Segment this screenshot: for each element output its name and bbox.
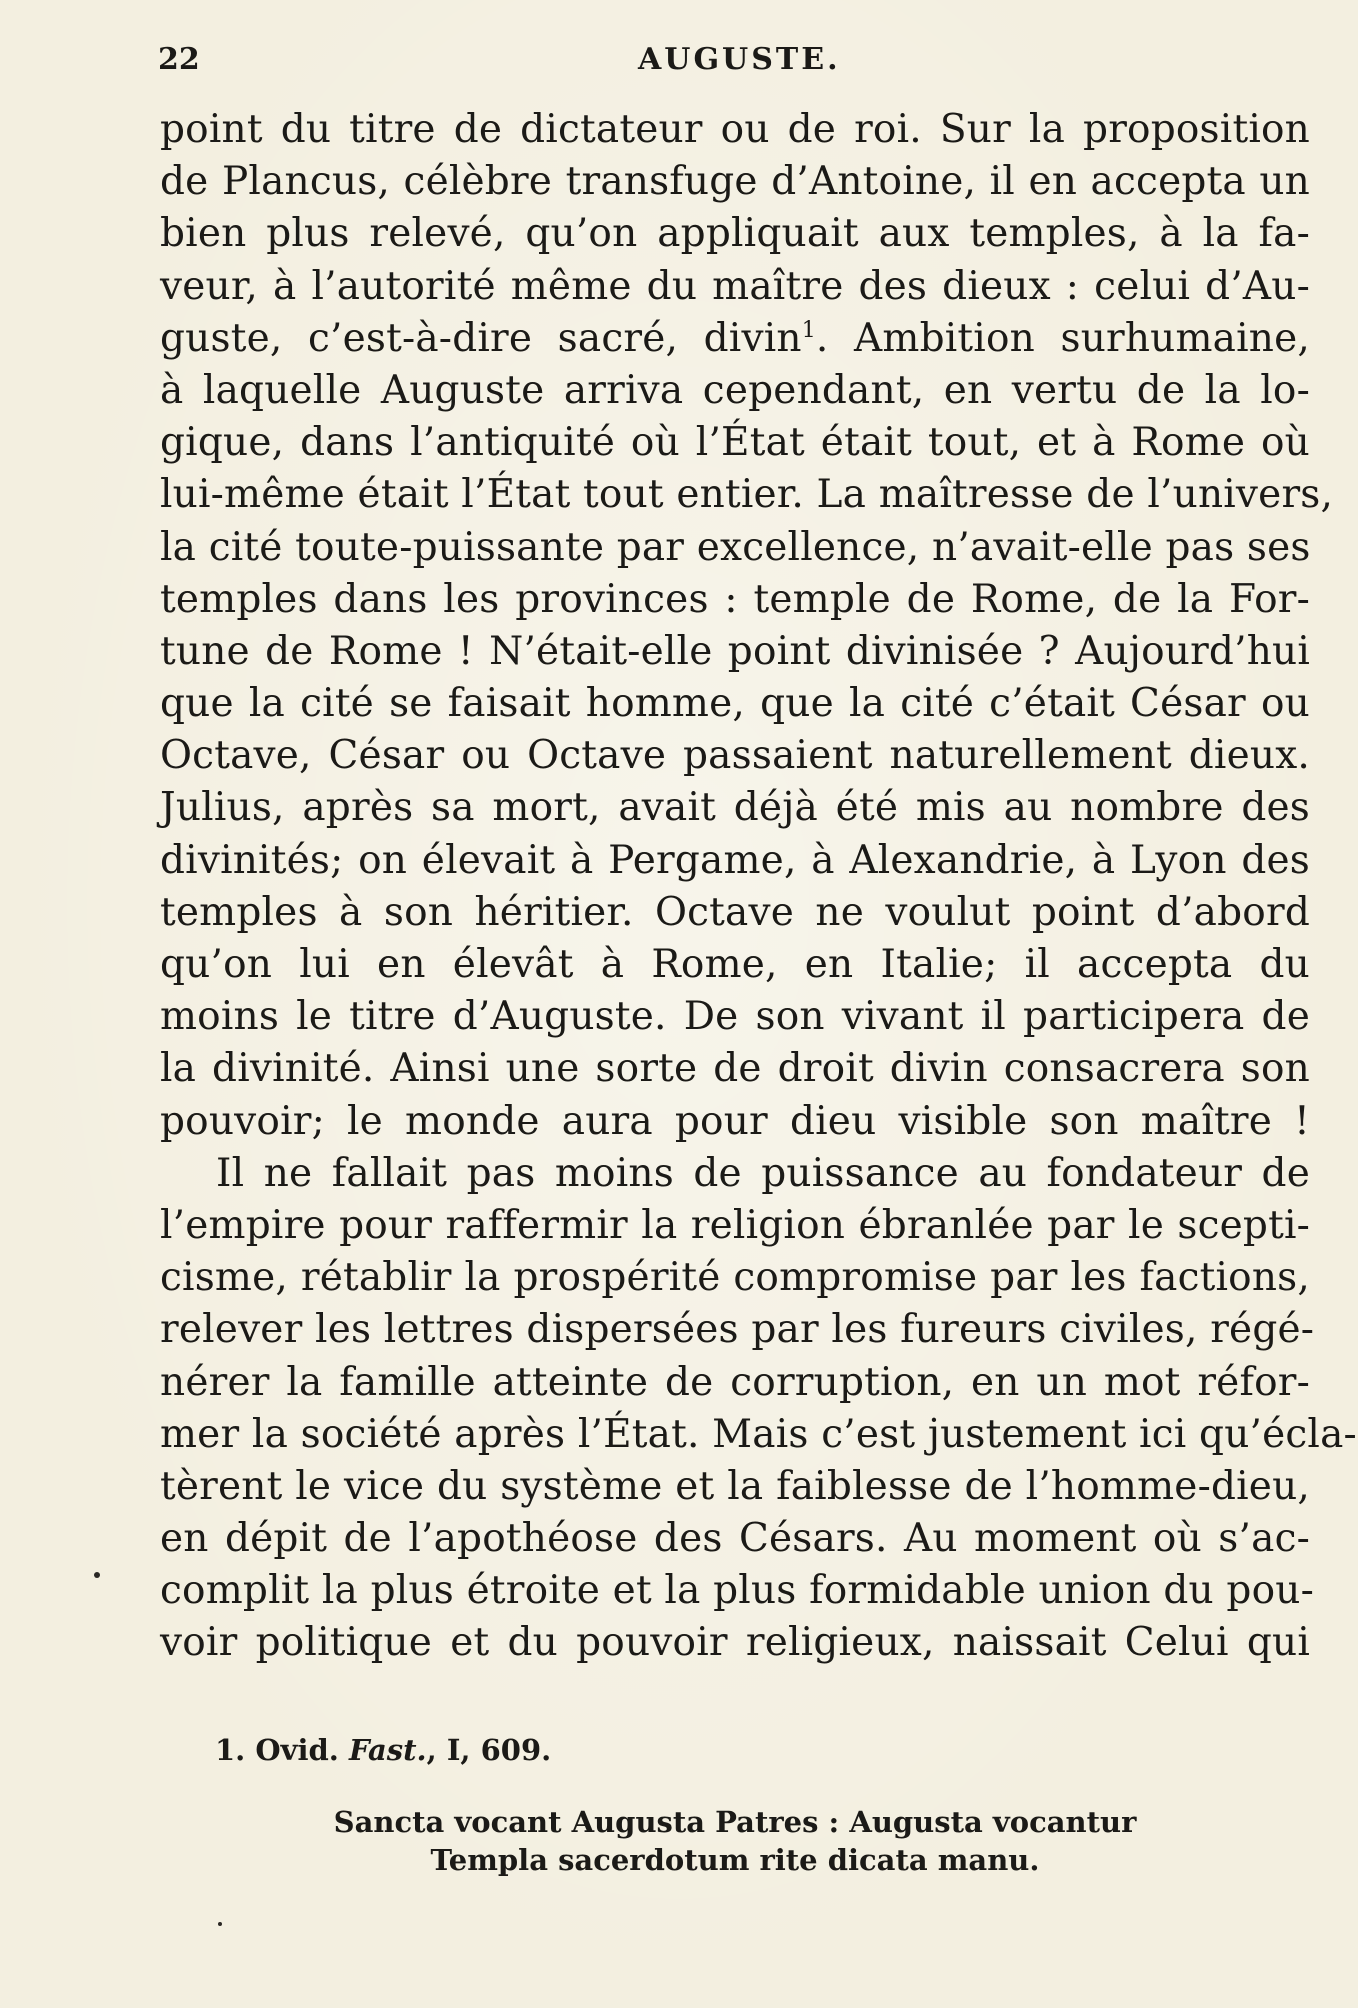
- text-line: à laquelle Auguste arriva cependant, en vertu de la lo-: [160, 367, 1310, 413]
- verse-line: Sancta vocant Augusta Patres : Augusta vocantur: [333, 1805, 1137, 1839]
- text-line: tèrent le vice du système et la faiblesse de l’homme-dieu,: [160, 1463, 1310, 1509]
- text-line: voir politique et du pouvoir religieux, naissait Celui qui: [160, 1620, 1310, 1666]
- text-line-with-footnote-ref: [160, 313, 1310, 365]
- text-line: tune de Rome ! N’était-elle point divinisée ? Aujourd’hui: [160, 628, 1310, 674]
- footnote: [215, 1733, 551, 1767]
- text-line: bien plus relevé, qu’on appliquait aux temples, à la fa-: [160, 211, 1310, 257]
- text-line: de Plancus, célèbre transfuge d’Antoine, il en accepta un: [160, 159, 1310, 205]
- text-line: veur, à l’autorité même du maître des dieux : celui d’Au-: [160, 263, 1310, 309]
- ink-speck: [94, 1572, 100, 1578]
- page-number: 22: [158, 42, 200, 77]
- footnote-verse: [160, 1803, 1310, 1879]
- text-line: relever les lettres dispersées par les fureurs civiles, régé-: [160, 1307, 1315, 1353]
- text-line: temples dans les provinces : temple de Rome, de la For-: [160, 576, 1310, 622]
- text-line: mer la société après l’État. Mais c’est justement ici qu’écla-: [160, 1411, 1357, 1457]
- text-line: complit la plus étroite et la plus formidable union du pou-: [160, 1568, 1314, 1614]
- text-line: moins le titre d’Auguste. De son vivant il participera de: [160, 994, 1310, 1040]
- text-line: divinités; on élevait à Pergame, à Alexandrie, à Lyon des: [160, 837, 1310, 883]
- footnote-reference-text: , I, 609.: [426, 1733, 552, 1767]
- text-line: gique, dans l’antiquité où l’État était tout, et à Rome où: [160, 420, 1310, 466]
- footnote-author: Ovid.: [255, 1733, 339, 1767]
- text-line: que la cité se faisait homme, que la cité c’était César ou: [160, 681, 1310, 727]
- footnote-number: 1.: [215, 1733, 246, 1767]
- text-line: l’empire pour raffermir la religion ébranlée par le scepti-: [160, 1202, 1310, 1248]
- text-line: nérer la famille atteinte de corruption, en un mot réfor-: [160, 1359, 1310, 1405]
- text-segment: guste, c’est-à-dire sacré, divin: [160, 315, 802, 361]
- text-segment: . Ambition surhumaine,: [815, 315, 1310, 361]
- text-line: cisme, rétablir la prospérité compromise par les factions,: [160, 1255, 1310, 1301]
- text-line: la divinité. Ainsi une sorte de droit divin consacrera son: [160, 1046, 1310, 1092]
- text-line: lui-même était l’État tout entier. La maîtresse de l’univers,: [160, 472, 1334, 518]
- body-text: [160, 104, 1357, 1670]
- page-header: [158, 42, 1308, 82]
- text-line-indented: Il ne fallait pas moins de puissance au fondateur de: [216, 1150, 1310, 1196]
- footnote-source: Fast.: [349, 1733, 427, 1767]
- text-line: pouvoir; le monde aura pour dieu visible son maître !: [160, 1098, 1310, 1144]
- text-line: en dépit de l’apothéose des Césars. Au moment où s’ac-: [160, 1516, 1310, 1562]
- footnote-reference: 1: [801, 317, 816, 343]
- text-line: point du titre de dictateur ou de roi. Sur la proposition: [160, 107, 1310, 152]
- running-title: AUGUSTE.: [638, 42, 841, 77]
- text-line: la cité toute-puissante par excellence, n’avait-elle pas ses: [160, 524, 1311, 570]
- ink-speck: [218, 1922, 222, 1926]
- text-line: Julius, après sa mort, avait déjà été mis au nombre des: [160, 785, 1310, 831]
- text-line: temples à son héritier. Octave ne voulut point d’abord: [160, 889, 1310, 935]
- text-line: qu’on lui en élevât à Rome, en Italie; il accepta du: [160, 942, 1310, 987]
- verse-line: Templa sacerdotum rite dicata manu.: [430, 1843, 1040, 1877]
- text-line: Octave, César ou Octave passaient naturellement dieux.: [160, 733, 1310, 779]
